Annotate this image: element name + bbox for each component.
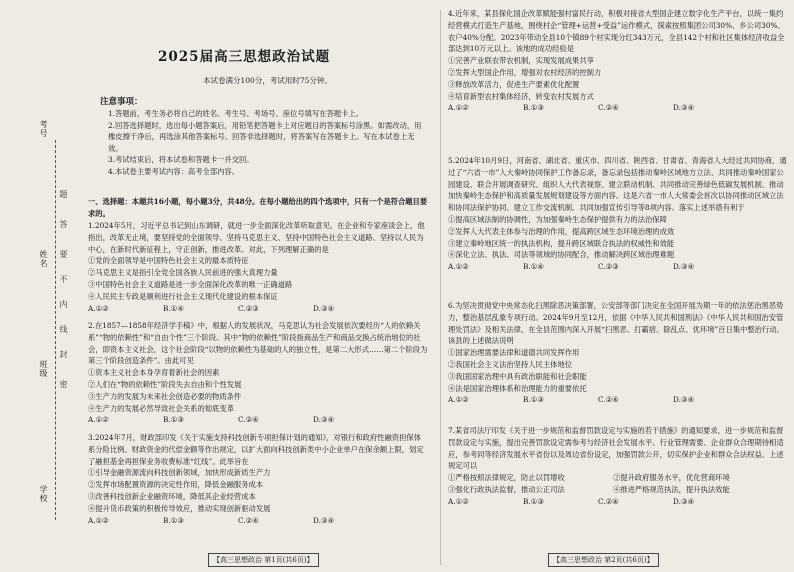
option: ③建立秦岭地区统一的执法机构，提升跨区域联合执法的权威性和效能 [448, 238, 675, 248]
question-stem: 1.2024年5月，习近平总书记到山东调研，就进一步全面深化改革听取意见。在企业和专家座谈会上，他指出，改革无止境，要坚持党的全面领导、坚持马克思主义、坚持中国特色社会主义道路、坚持以人民为中心，在新时代新征程上，守正创新，推进改革。对此，下列理解正确的是 [88, 221, 425, 254]
option: ②发挥人大代表主体参与治理的作用，提高跨区域生态环境治理的成效 [448, 226, 675, 236]
option: ④人民民主专政是顺利进行社会主义现代化建设的根本保证 [88, 291, 278, 301]
note-item: 2.回答选择题时，选出每小题答案后，用铅笔把答题卡上对应题目的答案标号涂黑。如需改动，用橡皮擦干净后，再选涂其他答案标号。回答非选择题时，将答案写在答题卡上。写在本试卷上无效。 [108, 120, 422, 153]
choice: B.①④ [163, 303, 184, 313]
seal-char: 内 [59, 300, 68, 308]
question-3 [88, 432, 428, 526]
option: ③我国国家治理中具有政治职能和社会职能 [448, 371, 587, 381]
choice: C.②④ [598, 496, 619, 506]
question-5 [448, 155, 788, 273]
binding-label-school: 学校 [39, 485, 48, 503]
question-stem: 6.为坚决贯彻党中央常态化扫黑除恶决策部署，公安部等部门决定在全国开展为期一年的依法惩治黑恶势力，整治基层乱象专项行动。2024年9月至12月，依据《中华人民共和国刑法》《中华人民共和国治安管理处罚法》及相关法律，在全县范围内深入开展“扫黑恶、打霸痞、除乱点、优环境”百日集中整治行动。该县的上述做法说明 [448, 301, 784, 346]
question-stem: 2.在1857—1858年经济学手稿》中，根据人的发展状况，马克思认为社会发展依次要经历“人的依赖关系”“物的依赖性”和“自由个性”三个阶段。其中“物的依赖性”阶段指商品生产和商品交换占统治地位的社会，即资本主义社会，这个社会阶段“以物的依赖性为基础的人的独立性，是第二大形式……第二个阶段为第三个阶段创造条件”。由此可见 [88, 321, 428, 366]
binding-margin [18, 110, 78, 530]
option: ③生产力的发展为未来社会创造必要的物质条件 [88, 391, 242, 401]
question-stem: 5.2024年10月9日，河南省、湖北省、重庆市、四川省、陕西省、甘肃省、青海省人大经过共同协商，通过了“六省一市”人大秦岭协同保护工作备忘录，备忘录包括推动秦岭区域地方立法、共同推动秦岭国家公园建设、联合开展调查研究、组织人大代表视察、建立联动机制、共同推动完善绿色低碳发展机制、推动加快秦岭生态保护和高质量发展规划建设等方面内容。这是六省一市人大常委会首次以协同推动区域立法和协同法保护协同、建立工作交流机制、共同加强宣传引导等8项内容。落实上述举措有利于 [448, 156, 787, 213]
choice: A.①② [88, 515, 109, 525]
question-stem: 7.某省司法厅印发《关于进一步规范和监督罚款设定与实施的若干措施》的通知要求，进一步规范和监督罚款设定与实施，提出完善罚款设定需参考与经济社会发展水平、行业管理需要、企业群众合理期待相适应，参考同等经济发展水平省份以及周边省份设定，加强罚款公开，切实保护企业和群众合法权益。上述规定可以 [448, 426, 784, 471]
option: ③改善科技创新企业融资环境，降低其企业经营成本 [88, 491, 256, 501]
seal-char: 要 [59, 250, 68, 258]
section-heading: 一、选择题：本题共16小题，每小题3分，共48分。在每小题给出的四个选项中，只有一个是符合题目要求的。 [88, 197, 428, 218]
binding-label-class: 班级 [39, 360, 48, 378]
choice-row [448, 394, 748, 406]
seal-char: 题 [59, 190, 68, 198]
choice-row [448, 496, 748, 508]
choice: B.①③ [523, 395, 544, 405]
option: ③中国特色社会主义道路是进一步全面深化改革的唯一正确道路 [88, 279, 293, 289]
choice: B.①③ [523, 496, 544, 506]
option: ④法是国家治理体系和治理能力的重要依托 [448, 383, 587, 393]
choice: A.①② [448, 262, 469, 272]
choice: B.①③ [523, 103, 544, 113]
page-footer-left: 【高三思想政治 第1页(共6页)】 [208, 553, 319, 567]
option: ②人们在“物的依赖性”阶段失去自由和个性发展 [88, 379, 242, 389]
choice: C.②④ [598, 103, 619, 113]
option: ①党的全面领导是中国特色社会主义的最本质特征 [88, 256, 249, 266]
page-title: 2025届高三思想政治试题 [158, 49, 331, 65]
note-item: 1.答题前，考生务必将自己的姓名、考生号、考场号、座位号填写在答题卡上。 [108, 109, 364, 118]
question-4 [448, 8, 788, 114]
choice: A.①② [448, 496, 469, 506]
choice: D.③④ [313, 303, 334, 313]
seal-char: 密 [59, 380, 68, 388]
choice: C.②④ [598, 395, 619, 405]
question-6 [448, 300, 788, 406]
choice: A.①② [88, 303, 109, 313]
page-left [88, 0, 430, 572]
choice: A.①② [448, 395, 469, 405]
choice: D.③④ [673, 395, 694, 405]
choice: B.①③ [163, 415, 184, 425]
choice: D.③④ [313, 515, 334, 525]
choice-row [88, 414, 388, 426]
choice: C.②③ [238, 303, 259, 313]
choice: B.①④ [523, 262, 544, 272]
notes-heading: 注意事项： [100, 97, 143, 107]
option: ①引导金融资源流向科技创新领域，加快形成新质生产力 [88, 468, 271, 478]
option: ①提高区域法制的协调性，为加强秦岭生态保护提供有力的法治保障 [448, 214, 667, 224]
option: ②马克思主义是指引全党全国各族人民前进的强大真理力量 [88, 268, 278, 278]
option: ①严格按照法律规定，防止以罚增收 [448, 473, 565, 483]
choice: A.①② [448, 103, 469, 113]
choice-row [88, 303, 388, 315]
choice: D.③④ [673, 496, 694, 506]
choice: D.③④ [313, 415, 334, 425]
option: ④深化立法、执法、司法等领域的协同配合，推动解决跨区域治理难题 [448, 250, 675, 260]
note-item: 4.本试卷主要考试内容：高考全部内容。 [108, 166, 240, 176]
option: ④提升货币政策的积极传导效应，推动实现创新驱动发展 [88, 503, 271, 513]
option: ②发挥市场配置资源的决定性作用，降低金融服务成本 [88, 480, 264, 490]
option: ①完善产业联农带农机制，实现发展成果共享 [448, 56, 594, 66]
option: ①资本主义社会本身孕育着新社会的因素 [88, 368, 220, 378]
choice: B.①③ [163, 515, 184, 525]
choice: D.③④ [673, 103, 694, 113]
page-footer-right: 【高三思想政治 第2页(共6页)】 [548, 553, 659, 567]
seal-char: 不 [59, 275, 68, 283]
option: ③强化行政执法监督，推动公正司法 [448, 484, 565, 494]
option: ②发挥大型国企作用，增强对农村经济的控制力 [448, 67, 602, 77]
binding-label-name: 姓名 [39, 250, 48, 268]
option: ④推进严格规范执法，提升执法效能 [613, 484, 730, 494]
page-divider [440, 10, 441, 565]
choice-row [448, 261, 748, 273]
choice: D.③④ [673, 262, 694, 272]
question-stem: 4.近年来，某县探化国企改革赋能强村富民行动，积极对接省大型国企建立数字化生产平台，以统一集约经营模式打造生产基地，围绕村企“管理+运营+受益”运作模式，探索按照集团公司30%、乡公司30%、农户40%分配。2023年带动全县10个镇89个村实现分红343万元，全县142个村和社区集体经济收益全部达到10万元以上。该地的成功经验是 [448, 9, 785, 54]
seal-char: 线 [59, 325, 68, 333]
question-1 [88, 220, 428, 314]
choice: C.②③ [598, 262, 619, 272]
binding-label-exam-number: 考号 [39, 120, 48, 138]
question-2 [88, 320, 428, 426]
choice: C.②④ [238, 515, 259, 525]
option: ③释放改革活力，促进生产要素优化配置 [448, 79, 580, 89]
question-stem: 3.2024年7月，财政部印发《关于实施支持科技创新专项担保计划的通知》，对银行和政府性融资担保体系分险比例、财政资金的代偿金额等作出规定，以扩大面向科技创新类中小企业单户在保余额上限，划定了融担基金再担保业务收费标准“红线”。此举旨在 [88, 433, 424, 466]
exam-info: 本试卷满分100分，考试用时75分钟。 [203, 76, 332, 85]
choice: C.②④ [238, 415, 259, 425]
choice-row [448, 102, 748, 114]
choice: A.①② [88, 415, 109, 425]
option: ②我国社会主义法治坚持人民主体地位 [448, 359, 573, 369]
option: ②提升政府服务水平，优化营商环境 [613, 473, 730, 483]
option: ④生产力的发展必然导致社会关系的彻底变革 [88, 403, 234, 413]
option: ④培育新型农村集体经济，转变农村发展方式 [448, 91, 594, 101]
question-7 [448, 425, 788, 508]
seal-char: 封 [59, 350, 68, 358]
notes-list [108, 108, 426, 177]
option: ①国家治理需要法律和道德共同发挥作用 [448, 348, 580, 358]
seal-char: 答 [59, 220, 68, 228]
choice-row [88, 515, 388, 527]
seal-line [55, 140, 57, 520]
note-item: 3.考试结束后，将本试卷和答题卡一并交回。 [108, 155, 254, 164]
page-right [448, 0, 788, 572]
